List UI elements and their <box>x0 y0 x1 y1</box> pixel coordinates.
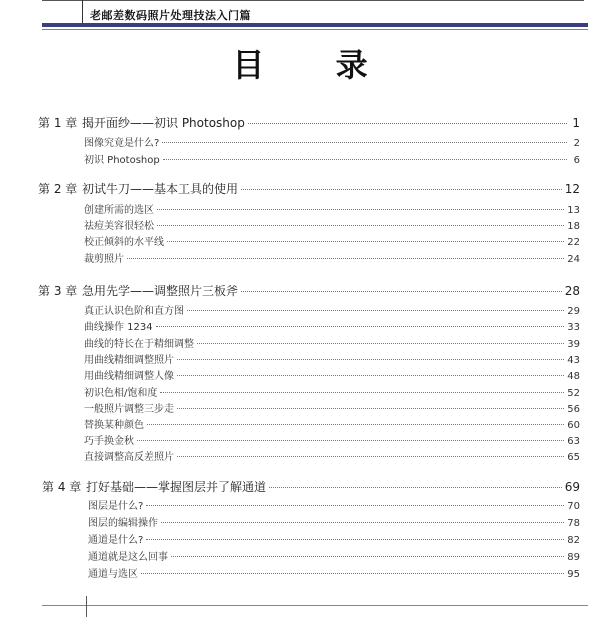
page-number: 89 <box>567 552 580 563</box>
toc-section[interactable] <box>84 400 580 415</box>
footer-rule <box>42 605 588 606</box>
page-number: 43 <box>567 355 580 366</box>
page-number: 63 <box>567 436 580 447</box>
section-title: 创建所需的选区 <box>84 205 154 216</box>
toc-chapter[interactable] <box>38 282 580 299</box>
page-number: 65 <box>567 452 580 463</box>
page-number: 70 <box>567 501 580 512</box>
toc-section[interactable] <box>84 335 580 350</box>
page-number: 56 <box>567 404 580 415</box>
toc-section[interactable] <box>84 318 580 333</box>
dot-leader <box>167 241 564 242</box>
chapter-number: 第 1 章 <box>38 116 78 130</box>
page-number: 78 <box>567 518 580 529</box>
page-number: 6 <box>573 155 580 166</box>
section-title: 初识 Photoshop <box>84 155 160 166</box>
dot-leader <box>157 209 564 210</box>
page-number: 39 <box>567 339 580 350</box>
page-number: 48 <box>567 371 580 382</box>
page-number: 69 <box>564 480 580 494</box>
section-title: 用曲线精细调整照片 <box>84 355 174 366</box>
toc-section[interactable] <box>84 448 580 463</box>
dot-leader <box>147 424 564 425</box>
section-title: 图像究竟是什么? <box>84 138 160 149</box>
chapter-number: 第 4 章 <box>42 480 82 494</box>
toc-section[interactable] <box>88 497 580 512</box>
dot-leader <box>248 123 567 124</box>
dot-leader <box>160 392 564 393</box>
page-number: 95 <box>567 569 580 580</box>
toc-chapter[interactable] <box>38 180 580 197</box>
toc-section[interactable] <box>84 151 580 166</box>
page-number: 60 <box>567 420 580 431</box>
page-number: 33 <box>567 322 580 333</box>
toc-section[interactable] <box>84 233 580 248</box>
toc-section[interactable] <box>84 432 580 447</box>
dot-leader <box>197 343 564 344</box>
page-number: 18 <box>567 221 580 232</box>
section-title: 曲线的特长在于精细调整 <box>84 339 194 350</box>
dot-leader <box>269 487 562 488</box>
chapter-title: 急用先学——调整照片三板斧 <box>82 284 239 298</box>
toc-section[interactable] <box>88 514 580 529</box>
dot-leader <box>177 408 564 409</box>
toc-section[interactable] <box>84 384 580 399</box>
section-title: 图层是什么? <box>88 501 144 512</box>
dot-leader <box>241 189 562 190</box>
section-title: 通道就是这么回事 <box>88 552 168 563</box>
chapter-title: 打好基础——掌握图层并了解通道 <box>86 480 267 494</box>
header-bar <box>42 23 588 27</box>
header-bar-thin <box>42 29 588 30</box>
dot-leader <box>187 310 564 311</box>
dot-leader <box>171 556 564 557</box>
dot-leader <box>146 505 564 506</box>
chapter-number: 第 2 章 <box>38 182 78 196</box>
section-title: 替换某种颜色 <box>84 420 144 431</box>
section-title: 真正认识色阶和直方图 <box>84 306 184 317</box>
page-number: 13 <box>567 205 580 216</box>
toc-section[interactable] <box>84 134 580 149</box>
page-number: 24 <box>567 254 580 265</box>
toc-section[interactable] <box>84 250 580 265</box>
toc-section[interactable] <box>88 548 580 563</box>
dot-leader <box>156 326 565 327</box>
dot-leader <box>163 159 567 160</box>
footer-divider <box>86 596 87 617</box>
section-title: 初识色相/饱和度 <box>84 388 158 399</box>
dot-leader <box>177 375 564 376</box>
page-title: 目 录 <box>232 46 398 84</box>
page-number: 82 <box>567 535 580 546</box>
page-number: 29 <box>567 306 580 317</box>
toc-section[interactable] <box>84 302 580 317</box>
dot-leader <box>162 142 567 143</box>
dot-leader <box>146 539 564 540</box>
section-title: 巧手换金秋 <box>84 436 134 447</box>
section-title: 曲线操作 1234 <box>84 322 153 333</box>
dot-leader <box>141 573 564 574</box>
dot-leader <box>177 359 564 360</box>
section-title: 一般照片调整三步走 <box>84 404 174 415</box>
dot-leader <box>177 456 564 457</box>
page-number: 28 <box>564 284 580 298</box>
dot-leader <box>137 440 564 441</box>
section-title: 通道与选区 <box>88 569 138 580</box>
toc-chapter[interactable] <box>38 114 580 131</box>
toc-chapter[interactable] <box>42 478 580 495</box>
toc-section[interactable] <box>84 201 580 216</box>
toc-section[interactable] <box>84 416 580 431</box>
page-number: 52 <box>567 388 580 399</box>
dot-leader <box>241 291 562 292</box>
page-number: 22 <box>567 237 580 248</box>
dot-leader <box>157 225 564 226</box>
section-title: 祛痘美容很轻松 <box>84 221 154 232</box>
page-number: 12 <box>564 182 580 196</box>
dot-leader <box>161 522 564 523</box>
section-title: 校正倾斜的水平线 <box>84 237 164 248</box>
toc-section[interactable] <box>84 217 580 232</box>
dot-leader <box>127 258 564 259</box>
toc-section[interactable] <box>88 565 580 580</box>
toc-section[interactable] <box>84 351 580 366</box>
section-title: 裁剪照片 <box>84 254 124 265</box>
chapter-number: 第 3 章 <box>38 284 78 298</box>
running-header-title: 老邮差数码照片处理技法入门篇 <box>90 9 251 22</box>
toc-section[interactable] <box>84 367 580 382</box>
section-title: 通道是什么? <box>88 535 144 546</box>
chapter-title: 揭开面纱——初识 Photoshop <box>82 116 245 130</box>
header-top-rule <box>42 0 584 1</box>
chapter-title: 初试牛刀——基本工具的使用 <box>82 182 239 196</box>
section-title: 图层的编辑操作 <box>88 518 158 529</box>
section-title: 直接调整高反差照片 <box>84 452 174 463</box>
toc-section[interactable] <box>88 531 580 546</box>
page-number: 2 <box>573 138 580 149</box>
page-number: 1 <box>572 116 580 130</box>
section-title: 用曲线精细调整人像 <box>84 371 174 382</box>
